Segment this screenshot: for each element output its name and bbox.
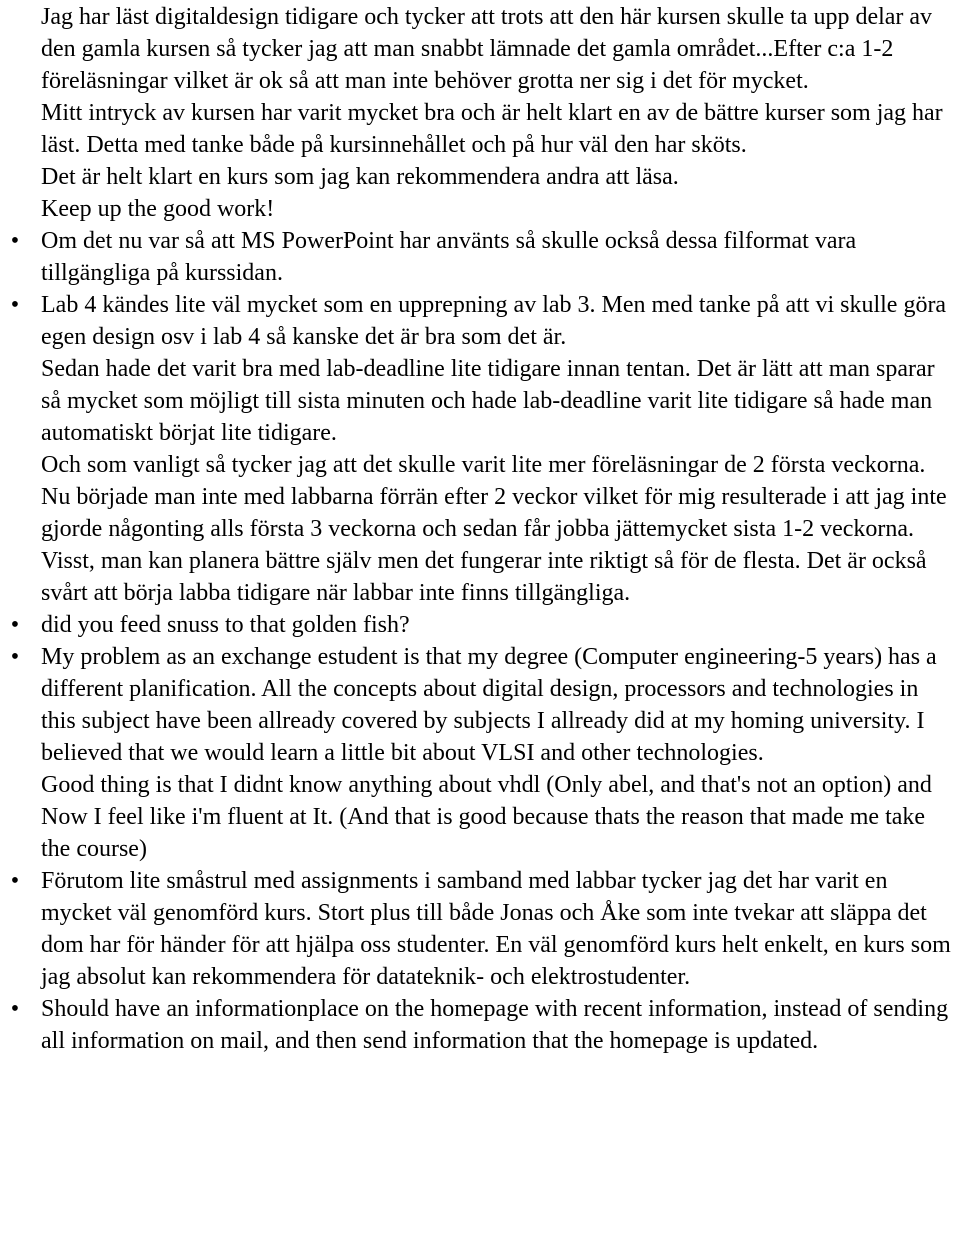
- bullet-item-text: Lab 4 kändes lite väl mycket som en upprepning av lab 3. Men med tanke på att vi skulle göra egen design osv i lab 4 så kanske det är bra som det är.: [41, 292, 947, 350]
- paragraph-text: Good thing is that I didnt know anything about vhdl (Only abel, and that's not an option) and Now I feel like i'm fluent at It. (And that is good because thats the reason that made me take the course): [41, 772, 932, 862]
- bullet-icon: •: [10, 292, 20, 318]
- document-body: [10, 1, 956, 1057]
- paragraph-text: Keep up the good work!: [41, 196, 275, 222]
- paragraph-text: Jag har läst digitaldesign tidigare och tycker att trots att den här kursen skulle ta upp delar av den gamla kursen så tycker jag att man snabbt lämnade det gamla området...Efter c:a 1-2 föreläsningar vilket är ok så att man inte behöver grotta ner sig i det för mycket.: [41, 4, 933, 94]
- bullet-item-text: did you feed snuss to that golden fish?: [41, 612, 410, 638]
- bullet-item: [10, 609, 956, 641]
- bullet-icon: •: [10, 644, 20, 670]
- bullet-item: [10, 865, 956, 993]
- bullet-item-text: Should have an informationplace on the homepage with recent information, instead of sending all information on mail, and then send information that the homepage is updated.: [41, 996, 949, 1054]
- paragraph: [41, 353, 956, 449]
- bullet-icon: •: [10, 868, 20, 894]
- paragraph-text: Det är helt klart en kurs som jag kan rekommendera andra att läsa.: [41, 164, 679, 190]
- bullet-item-text: My problem as an exchange estudent is that my degree (Computer engineering-5 years) has a different planification. All the concepts about digital design, processors and technologies in this subject have been allready covered by subjects I allready did at my homing university. I believed that we would learn a little bit about VLSI and other technologies.: [41, 644, 937, 766]
- paragraph-text: Och som vanligt så tycker jag att det skulle varit lite mer föreläsningar de 2 första veckorna. Nu började man inte med labbarna förrän efter 2 veckor vilket för mig resulterade i att jag inte gjorde någonting alls första 3 veckorna och sedan får jobba jättemycket sista 1-2 veckorna. Visst, man kan planera bättre själv men det fungerar inte riktigt så för de flesta. Det är också svårt att börja labba tidigare när labbar inte finns tillgängliga.: [41, 452, 947, 606]
- paragraph: [41, 1, 956, 97]
- bullet-icon: •: [10, 612, 20, 638]
- bullet-icon: •: [10, 228, 20, 254]
- paragraph: [41, 193, 956, 225]
- paragraph: [41, 97, 956, 161]
- bullet-item-text: Om det nu var så att MS PowerPoint har använts så skulle också dessa filformat vara tillgängliga på kurssidan.: [41, 228, 857, 286]
- bullet-item: [10, 993, 956, 1057]
- bullet-icon: •: [10, 996, 20, 1022]
- paragraph-text: Mitt intryck av kursen har varit mycket bra och är helt klart en av de bättre kurser som jag har läst. Detta med tanke både på kursinnehållet och på hur väl den har sköts.: [41, 100, 943, 158]
- paragraph-text: Sedan hade det varit bra med lab-deadline lite tidigare innan tentan. Det är lätt att man sparar så mycket som möjligt till sista minuten och hade lab-deadline varit lite tidigare så hade man automatiskt börjat lite tidigare.: [41, 356, 935, 446]
- bullet-item: [10, 225, 956, 289]
- bullet-item: [10, 641, 956, 769]
- bullet-item: [10, 289, 956, 353]
- paragraph: [41, 161, 956, 193]
- paragraph: [41, 449, 956, 609]
- paragraph: [41, 769, 956, 865]
- bullet-item-text: Förutom lite småstrul med assignments i samband med labbar tycker jag det har varit en mycket väl genomförd kurs. Stort plus till både Jonas och Åke som inte tvekar att släppa det dom har för händer för att hjälpa oss studenter. En väl genomförd kurs helt enkelt, en kurs som jag absolut kan rekommendera för datateknik- och elektrostudenter.: [41, 868, 951, 990]
